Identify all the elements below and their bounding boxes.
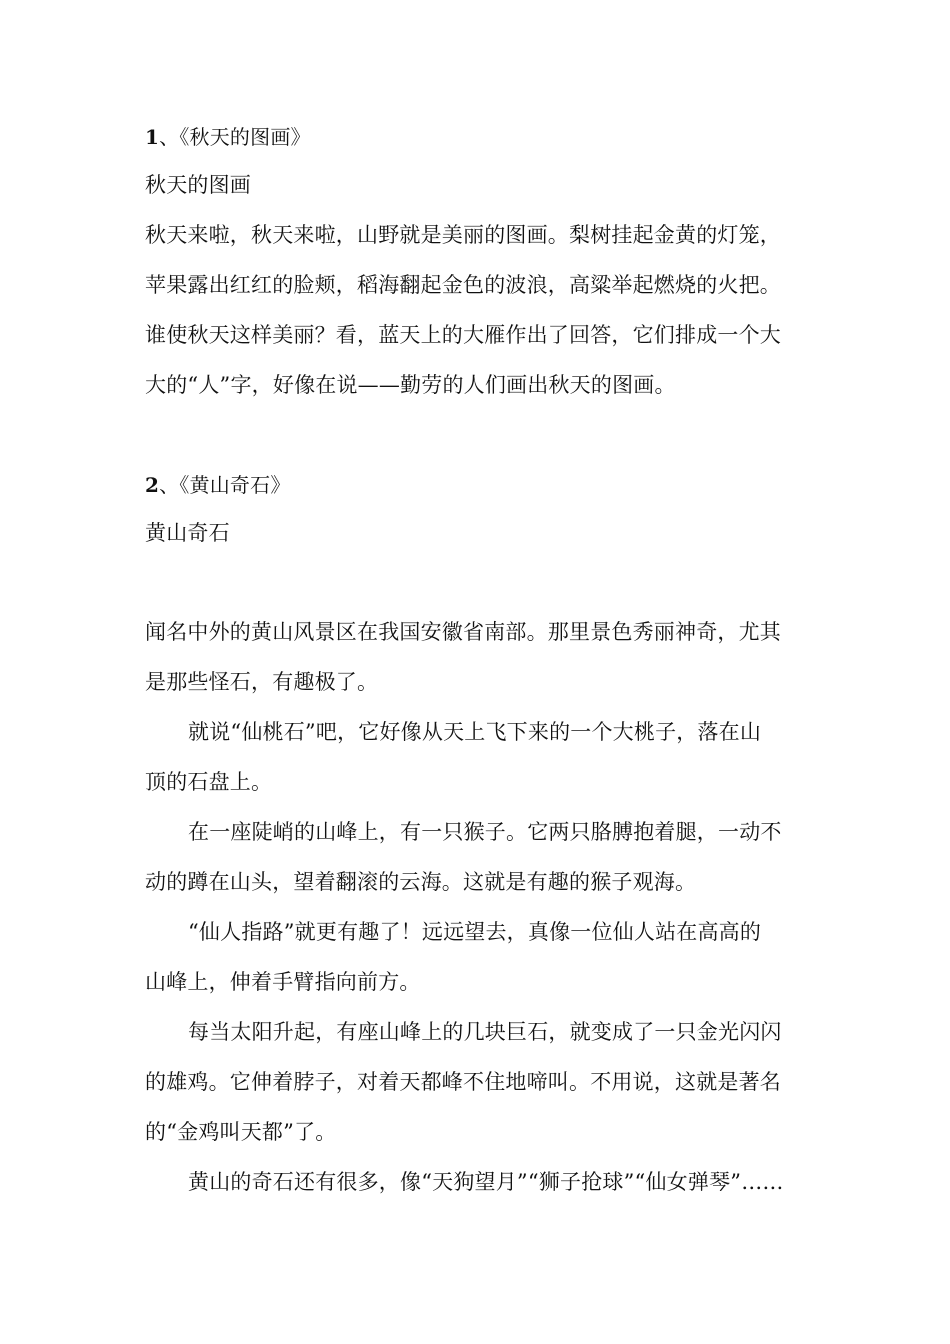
paragraph-line: 顶的石盘上。 bbox=[145, 770, 273, 794]
paragraph-line: 动的蹲在山头，望着翻滚的云海。这就是有趣的猴子观海。 bbox=[145, 870, 697, 894]
paragraph-line: 的“金鸡叫天都”了。 bbox=[145, 1120, 337, 1144]
section-1-title: 秋天的图画 bbox=[145, 173, 251, 197]
section-2-number: 2 bbox=[145, 473, 160, 497]
paragraph-line: 闻名中外的黄山风景区在我国安徽省南部。那里景色秀丽神奇，尤其 bbox=[145, 620, 781, 644]
section-2-title: 黄山奇石 bbox=[145, 521, 230, 545]
section-2-heading bbox=[145, 470, 815, 500]
paragraph-line: 每当太阳升起，有座山峰上的几块巨石，就变成了一只金光闪闪 bbox=[188, 1020, 782, 1044]
paragraph-line: 在一座陡峭的山峰上，有一只猴子。它两只胳膊抱着腿，一动不 bbox=[188, 820, 782, 844]
section-1-heading-text: 、《秋天的图画》 bbox=[159, 125, 311, 149]
paragraph-line: 是那些怪石，有趣极了。 bbox=[145, 670, 379, 694]
paragraph-line: 大的“人”字，好像在说——勤劳的人们画出秋天的图画。 bbox=[145, 373, 676, 397]
section-1-heading bbox=[145, 122, 815, 152]
section-1-number: 1 bbox=[145, 125, 160, 149]
paragraph-line: “仙人指路”就更有趣了！远远望去，真像一位仙人站在高高的 bbox=[188, 920, 762, 944]
paragraph-line: 山峰上，伸着手臂指向前方。 bbox=[145, 970, 421, 994]
paragraph-line: 就说“仙桃石”吧，它好像从天上飞下来的一个大桃子，落在山 bbox=[188, 720, 762, 744]
section-2-heading-text: 、《黄山奇石》 bbox=[159, 473, 291, 497]
paragraph-line: 苹果露出红红的脸颊，稻海翻起金色的波浪，高粱举起燃烧的火把。 bbox=[145, 273, 781, 297]
paragraph-line: 谁使秋天这样美丽？看，蓝天上的大雁作出了回答，它们排成一个大 bbox=[145, 323, 781, 347]
paragraph-line: 秋天来啦，秋天来啦，山野就是美丽的图画。梨树挂起金黄的灯笼， bbox=[145, 223, 781, 247]
paragraph-line: 的雄鸡。它伸着脖子，对着天都峰不住地啼叫。不用说，这就是著名 bbox=[145, 1070, 781, 1094]
paragraph-line: 黄山的奇石还有很多，像“天狗望月”“狮子抢球”“仙女弹琴”…… bbox=[188, 1170, 784, 1194]
